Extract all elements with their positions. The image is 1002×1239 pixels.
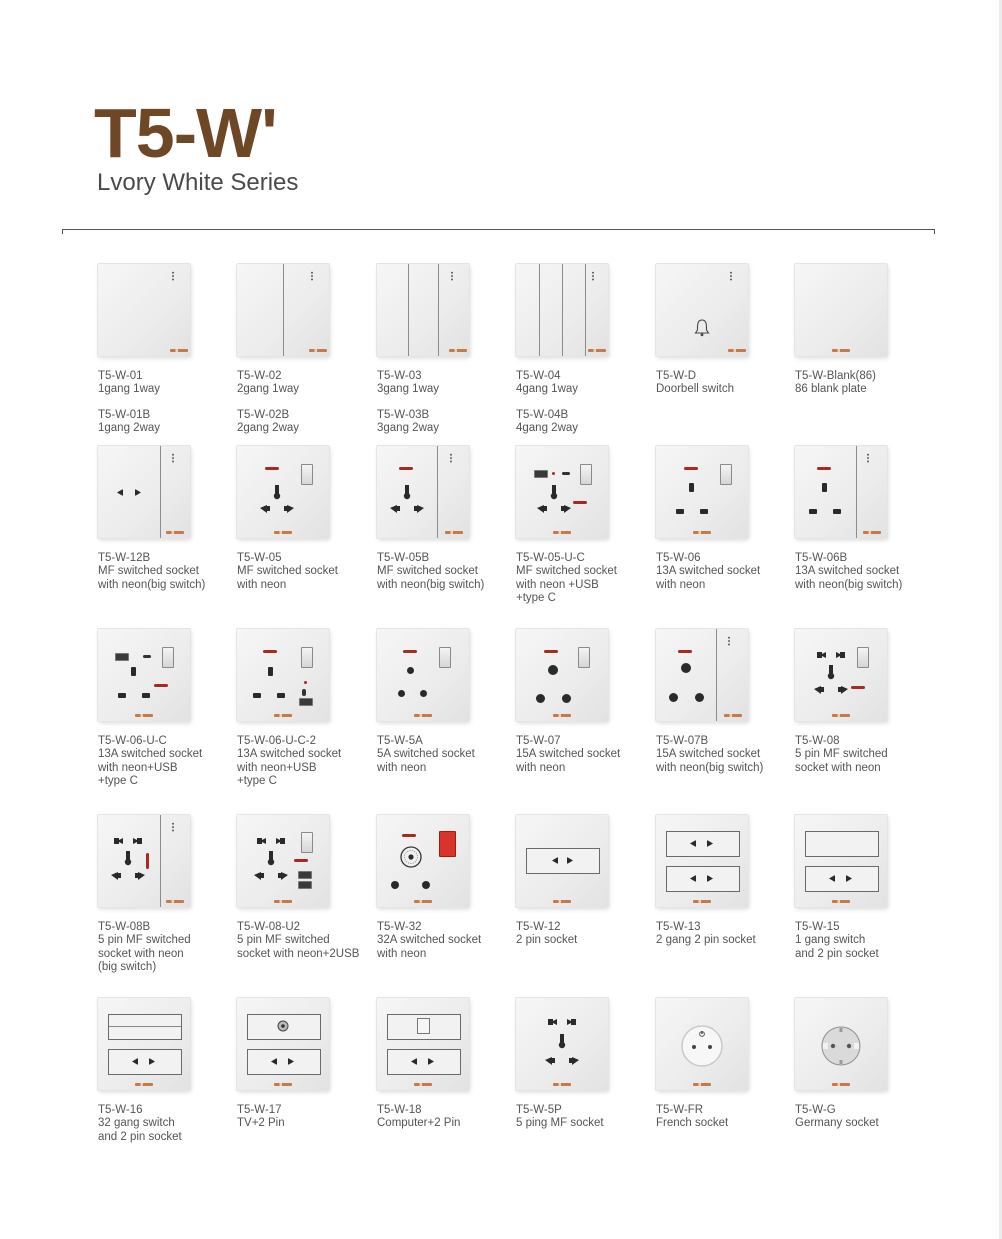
indicator-dots (728, 636, 730, 646)
gang-divider (408, 264, 409, 356)
brand-logo-mark (166, 900, 184, 903)
product-description: 1 gang switch and 2 pin socket (795, 934, 879, 960)
rocker-switch (301, 464, 313, 485)
product-code: T5-W-16 (98, 1104, 143, 1116)
product-code: T5-W-5P (516, 1104, 562, 1116)
socket-frame (666, 866, 740, 892)
series-title: T5-W' (94, 94, 277, 172)
indicator-dots (730, 271, 732, 281)
brand-logo-mark (166, 531, 184, 534)
product-description: 2gang 1way (237, 383, 300, 396)
neon-indicator (146, 853, 149, 869)
type-c-port (562, 472, 570, 475)
product-image-t5-w-15 (795, 815, 887, 907)
product-image-t5-w-08b (98, 815, 190, 907)
rocker-switch (162, 647, 174, 668)
neon-dot (552, 472, 555, 475)
socket-frame (526, 848, 600, 874)
product-item (516, 998, 650, 1131)
product-description: MF switched socket with neon(big switch) (377, 565, 485, 591)
product-item (377, 446, 511, 592)
product-image-t5-w-06-u-c (98, 629, 190, 721)
brand-logo-mark (693, 531, 711, 534)
mf-socket-icon (389, 482, 425, 518)
socket-frame (666, 831, 740, 857)
socket-frame (247, 1049, 321, 1075)
product-description: 5 pin MF switched socket with neon+2USB (237, 934, 360, 960)
product-image-t5-w-g (795, 998, 887, 1090)
product-code: T5-W-05 (237, 552, 282, 564)
tv-coax-icon (277, 1020, 289, 1032)
product-description-variant: 1gang 2way (98, 421, 161, 434)
product-image-t5-w-04 (516, 264, 608, 356)
product-code: T5-W-FR (656, 1104, 704, 1116)
gang-divider (716, 629, 717, 721)
gang-divider (160, 815, 161, 907)
product-item (237, 998, 371, 1131)
product-description: 13A switched socket with neon+USB +type C (98, 748, 203, 787)
product-image-t5-w-18 (377, 998, 469, 1090)
rocker-switch (301, 832, 313, 853)
product-item (516, 815, 650, 948)
rocker-switch (580, 464, 592, 485)
rocker-switch (439, 647, 451, 668)
product-description: 32A switched socket with neon (377, 934, 482, 960)
brand-logo-mark (832, 1083, 850, 1086)
switch-frame (108, 1014, 182, 1040)
brand-logo-mark (170, 349, 188, 352)
product-description: Computer+2 Pin (377, 1117, 461, 1130)
five-pin-socket-icon (110, 831, 146, 887)
socket-frame (387, 1049, 461, 1075)
product-code: T5-W-04 (516, 370, 561, 382)
product-description: 4gang 1way (516, 383, 579, 396)
neon-indicator (573, 501, 587, 504)
product-code: T5-W-08 (795, 735, 840, 747)
brand-logo-mark (693, 900, 711, 903)
product-item (237, 264, 371, 435)
brand-logo-mark (553, 531, 571, 534)
product-item (516, 446, 650, 605)
socket-frame (805, 866, 879, 892)
socket-pin (118, 693, 126, 698)
product-image-t5-w-03 (377, 264, 469, 356)
socket-pin (277, 693, 285, 698)
mf-socket-icon (536, 482, 572, 518)
usb-port (298, 871, 312, 879)
product-image-t5-w-07b (656, 629, 748, 721)
type-c-port (143, 655, 151, 658)
product-item (377, 815, 511, 961)
gang-divider (856, 446, 857, 538)
five-pin-socket-icon (253, 831, 289, 887)
brand-logo-mark (414, 714, 432, 717)
neon-indicator (399, 467, 413, 470)
product-description: MF switched socket with neon(big switch) (98, 565, 206, 591)
product-code: T5-W-12 (516, 921, 561, 933)
product-item (516, 264, 650, 435)
neon-indicator (684, 467, 698, 470)
brand-logo-mark (414, 900, 432, 903)
product-item (98, 264, 232, 435)
product-image-t5-w-12b (98, 446, 190, 538)
product-code: T5-W-06 (656, 552, 701, 564)
socket-hole (398, 690, 405, 697)
usb-port (534, 470, 548, 478)
product-description: 13A switched socket with neon+USB +type C (237, 748, 342, 787)
brand-logo-mark (274, 900, 292, 903)
product-code: T5-W-Blank(86) (795, 370, 876, 382)
neon-dot (304, 681, 307, 684)
product-image-t5-w-06b (795, 446, 887, 538)
brand-logo-mark (449, 349, 467, 352)
brand-logo-mark (553, 1083, 571, 1086)
product-image-t5-w-07 (516, 629, 608, 721)
product-item (98, 446, 232, 592)
product-code-variant: T5-W-01B (98, 408, 151, 421)
socket-hole (420, 690, 427, 697)
brand-logo-mark (588, 349, 606, 352)
product-code: T5-W-05-U-C (516, 552, 585, 564)
product-image-t5-w-02 (237, 264, 329, 356)
neon-indicator (403, 650, 417, 653)
socket-hole (681, 663, 691, 673)
neon-indicator (154, 684, 168, 687)
product-item (377, 998, 511, 1131)
brand-logo-mark (274, 714, 292, 717)
product-image-t5-w-16 (98, 998, 190, 1090)
product-description: 5 ping MF socket (516, 1117, 604, 1130)
gang-divider (283, 264, 284, 356)
product-item (795, 998, 929, 1131)
product-description: 5 pin MF switched socket with neon (795, 748, 888, 774)
product-image-t5-w-06 (656, 446, 748, 538)
product-image-t5-w-17 (237, 998, 329, 1090)
header-divider-tick-left (62, 229, 63, 234)
socket-hole (695, 693, 704, 702)
gang-divider (160, 446, 161, 538)
product-description-variant: 4gang 2way (516, 421, 579, 434)
product-description: 13A switched socket with neon (656, 565, 761, 591)
product-image-t5-w-13 (656, 815, 748, 907)
indicator-dots (592, 271, 594, 281)
neon-indicator (402, 834, 416, 837)
product-code: T5-W-06B (795, 552, 848, 564)
socket-pin (833, 509, 841, 514)
product-item (98, 998, 232, 1144)
product-code: T5-W-06-U-C-2 (237, 735, 317, 747)
mf-socket-icon (259, 482, 295, 518)
product-code-variant: T5-W-04B (516, 408, 569, 421)
neon-indicator (544, 650, 558, 653)
product-image-t5-w-01 (98, 264, 190, 356)
product-code-variant: T5-W-02B (237, 408, 290, 421)
earth-pin-slot (689, 483, 694, 492)
neon-indicator (851, 686, 865, 689)
product-code: T5-W-15 (795, 921, 840, 933)
product-item (237, 446, 371, 592)
product-item (795, 264, 929, 397)
brand-logo-mark (553, 900, 571, 903)
socket-hole (536, 694, 545, 703)
product-item (237, 815, 371, 961)
product-code: T5-W-32 (377, 921, 422, 933)
brand-logo-mark (553, 714, 571, 717)
neon-indicator (817, 467, 831, 470)
brand-logo-mark (724, 714, 742, 717)
product-description: MF switched socket with neon +USB +type C (516, 565, 617, 604)
product-code: T5-W-08B (98, 921, 151, 933)
product-description-variant: 3gang 2way (377, 421, 440, 434)
brand-logo-mark (274, 531, 292, 534)
product-description: 2 pin socket (516, 934, 578, 947)
socket-hole (407, 667, 414, 674)
product-code: T5-W-02 (237, 370, 282, 382)
type-c-port (302, 689, 306, 696)
product-image-t5-w-05 (237, 446, 329, 538)
product-image-t5-w-05-u-c (516, 446, 608, 538)
product-item (656, 998, 790, 1131)
product-description: Doorbell switch (656, 383, 734, 396)
product-description: 2 gang 2 pin socket (656, 934, 756, 947)
header-divider-tick-right (934, 229, 935, 234)
product-image-t5-w-d (656, 264, 748, 356)
earth-pin-slot (131, 667, 136, 676)
product-description: 15A switched socket with neon(big switch) (656, 748, 764, 774)
product-item (795, 815, 929, 961)
indicator-dots (311, 271, 313, 281)
brand-logo-mark (832, 900, 850, 903)
usb-port (115, 653, 129, 661)
socket-pin (253, 693, 261, 698)
socket-hole (422, 881, 430, 889)
round-socket-icon (399, 845, 423, 869)
product-code: T5-W-03 (377, 370, 422, 382)
brand-logo-mark (445, 531, 463, 534)
socket-hole (391, 881, 399, 889)
earth-pin-slot (822, 483, 827, 492)
product-item (98, 815, 232, 974)
neon-indicator (265, 467, 279, 470)
product-item (795, 629, 929, 775)
indicator-dots (867, 453, 869, 463)
product-description: 1gang 1way (98, 383, 161, 396)
product-code: T5-W-12B (98, 552, 151, 564)
brand-logo-mark (414, 1083, 432, 1086)
gang-divider (109, 1026, 181, 1027)
product-description: 86 blank plate (795, 383, 867, 396)
indicator-dots (450, 453, 452, 463)
socket-pin (117, 489, 123, 496)
product-code: T5-W-05B (377, 552, 430, 564)
socket-pin (676, 509, 684, 514)
product-code: T5-W-08-U2 (237, 921, 301, 933)
product-code-variant: T5-W-03B (377, 408, 430, 421)
product-item (656, 446, 790, 592)
rocker-switch (857, 647, 869, 668)
rocker-switch (720, 464, 732, 485)
product-description: 13A switched socket with neon(big switch) (795, 565, 903, 591)
five-pin-socket-icon (544, 1012, 580, 1072)
product-item (656, 629, 790, 775)
neon-indicator (678, 650, 692, 653)
indicator-dots (172, 453, 174, 463)
product-code: T5-W-07 (516, 735, 561, 747)
header-divider (62, 229, 935, 230)
socket-pin (135, 489, 141, 496)
indicator-dots (172, 271, 174, 281)
product-code: T5-W-01 (98, 370, 143, 382)
earth-pin-slot (268, 667, 273, 676)
indicator-dots (451, 271, 453, 281)
product-image-t5-w-12 (516, 815, 608, 907)
socket-frame (108, 1049, 182, 1075)
product-image-t5-w-08-u2 (237, 815, 329, 907)
french-socket-icon (680, 1024, 724, 1068)
socket-pin (809, 509, 817, 514)
product-description: TV+2 Pin (237, 1117, 285, 1130)
network-port-icon (417, 1018, 430, 1034)
brand-logo-mark (135, 714, 153, 717)
product-description: 15A switched socket with neon (516, 748, 621, 774)
product-description: 3gang 1way (377, 383, 440, 396)
red-rocker-switch (439, 831, 456, 857)
gang-divider (585, 264, 586, 356)
brand-logo-mark (863, 531, 881, 534)
product-item (656, 264, 790, 397)
rocker-switch (301, 647, 313, 668)
product-code: T5-W-18 (377, 1104, 422, 1116)
product-code: T5-W-07B (656, 735, 709, 747)
socket-pin (142, 693, 150, 698)
brand-logo-mark (832, 714, 850, 717)
product-item (237, 629, 371, 788)
neon-indicator (294, 859, 308, 862)
product-description: 5A switched socket with neon (377, 748, 475, 774)
rocker-switch (578, 647, 590, 668)
usb-port (299, 698, 313, 706)
product-description: 32 gang switch and 2 pin socket (98, 1117, 182, 1143)
product-image-t5-w-32 (377, 815, 469, 907)
usb-port (298, 881, 312, 889)
product-description: French socket (656, 1117, 729, 1130)
product-image-t5-w-5a (377, 629, 469, 721)
product-item (656, 815, 790, 948)
neon-indicator (263, 650, 277, 653)
gang-divider (437, 446, 438, 538)
product-image-t5-w-06-u-c-2 (237, 629, 329, 721)
bell-icon (694, 319, 710, 337)
product-item (516, 629, 650, 775)
gang-divider (562, 264, 563, 356)
product-code: T5-W-5A (377, 735, 423, 747)
product-image-t5-w-fr (656, 998, 748, 1090)
product-item (377, 629, 511, 775)
series-subtitle: Lvory White Series (97, 169, 299, 196)
brand-logo-mark (832, 349, 850, 352)
product-code: T5-W-G (795, 1104, 836, 1116)
product-description: MF switched socket with neon (237, 565, 338, 591)
socket-hole (562, 694, 571, 703)
gang-divider (438, 264, 439, 356)
product-image-t5-w-blank (795, 264, 887, 356)
product-image-t5-w-08 (795, 629, 887, 721)
five-pin-socket-icon (813, 645, 849, 701)
brand-logo-mark (693, 1083, 711, 1086)
socket-pin (700, 509, 708, 514)
brand-logo-mark (309, 349, 327, 352)
product-code: T5-W-17 (237, 1104, 282, 1116)
product-item (795, 446, 929, 592)
product-description: Germany socket (795, 1117, 879, 1130)
product-code: T5-W-06-U-C (98, 735, 167, 747)
product-code: T5-W-13 (656, 921, 701, 933)
product-item (377, 264, 511, 435)
product-description: 5 pin MF switched socket with neon (big switch) (98, 934, 191, 973)
product-description-variant: 2gang 2way (237, 421, 300, 434)
switch-frame (805, 831, 879, 857)
brand-logo-mark (728, 349, 746, 352)
product-image-t5-w-05b (377, 446, 469, 538)
schuko-socket-icon (820, 1025, 862, 1067)
brand-logo-mark (135, 1083, 153, 1086)
socket-hole (548, 665, 558, 675)
indicator-dots (172, 822, 174, 832)
product-item (98, 629, 232, 788)
socket-hole (669, 693, 678, 702)
product-image-t5-w-5p (516, 998, 608, 1090)
brand-logo-mark (274, 1083, 292, 1086)
gang-divider (539, 264, 540, 356)
product-code: T5-W-D (656, 370, 697, 382)
